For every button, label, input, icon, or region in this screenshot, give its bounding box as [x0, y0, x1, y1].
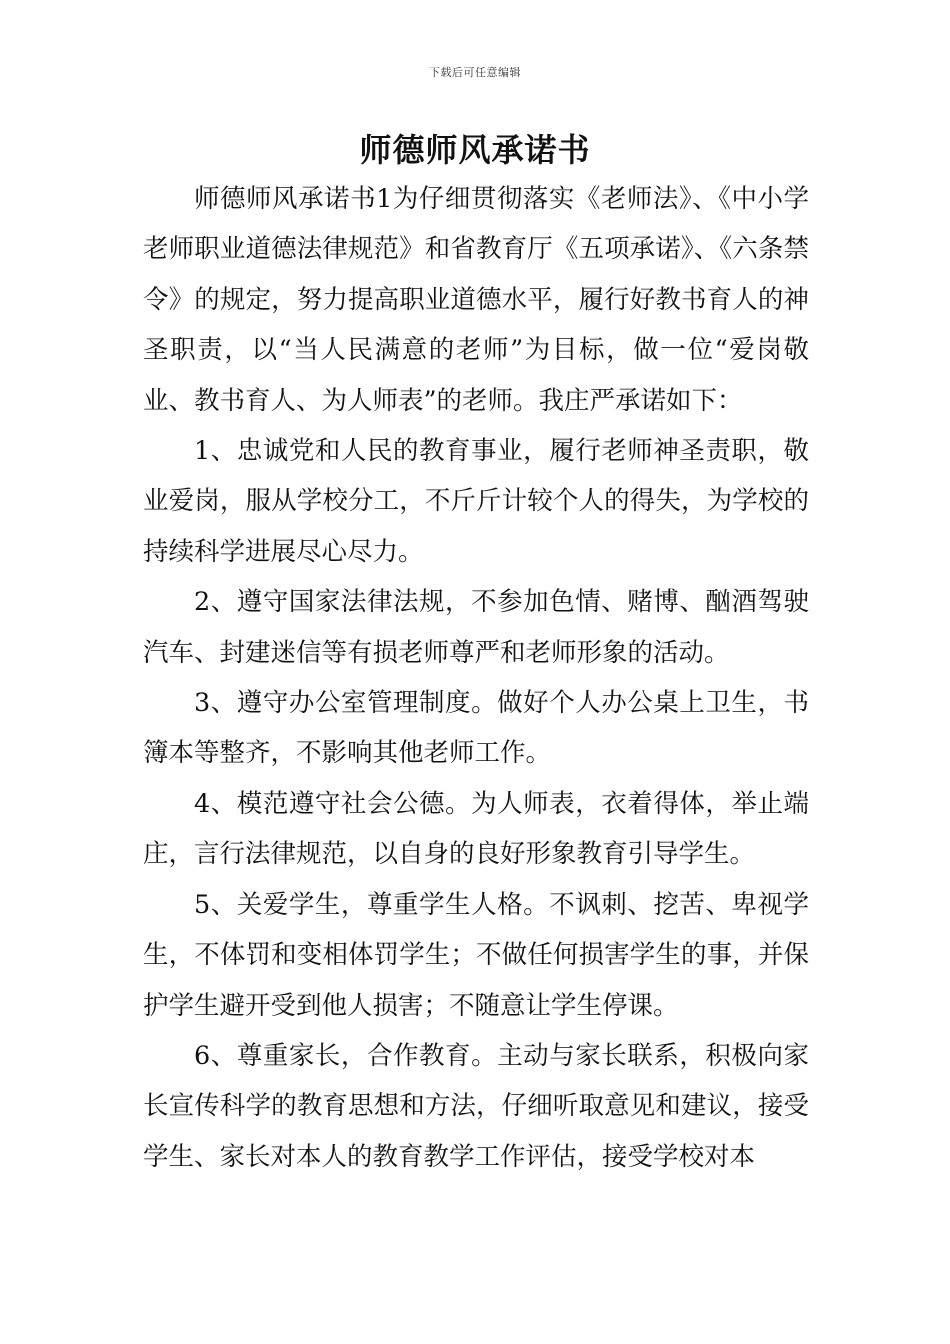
commitment-2-paragraph: 2、遵守国家法律法规，不参加色情、赌博、酗酒驾驶汽车、封建迷信等有损老师尊严和老师形象的活动。: [143, 587, 809, 668]
commitment-3-paragraph: 3、遵守办公室管理制度。做好个人办公桌上卫生，书簿本等整齐，不影响其他老师工作。: [143, 688, 809, 769]
intro-paragraph: 师德师风承诺书1为仔细贯彻落实《老师法》、《中小学老师职业道德法律规范》和省教育厅《五项承诺》、《六条禁令》的规定，努力提高职业道德水平，履行好教书育人的神圣职责，以“当人民满意的老师”为目标，做一位“爱岗敬业、教书育人、为人师表”的老师。我庄严承诺如下：: [143, 184, 809, 416]
commitment-5-paragraph: 5、关爱学生，尊重学生人格。不讽刺、挖苦、卑视学生，不体罚和变相体罚学生；不做任何损害学生的事，并保护学生避开受到他人损害；不随意让学生停课。: [143, 889, 809, 1021]
commitment-1-paragraph: 1、忠诚党和人民的教育事业，履行老师神圣责职，敬业爱岗，服从学校分工，不斤斤计较个人的得失，为学校的持续科学进展尽心尽力。: [143, 436, 809, 567]
document-body: [143, 174, 809, 1182]
document-title: 师德师风承诺书: [359, 131, 591, 169]
commitment-4-paragraph: 4、模范遵守社会公德。为人师表，衣着得体，举止端庄，言行法律规范，以自身的良好形象教育引导学生。: [143, 788, 809, 870]
commitment-6-paragraph: 6、尊重家长，合作教育。主动与家长联系，积极向家长宣传科学的教育思想和方法，仔细听取意见和建议，接受学生、家长对本人的教育教学工作评估，接受学校对本: [143, 1040, 809, 1172]
header-note: 下载后可任意编辑: [429, 66, 521, 79]
